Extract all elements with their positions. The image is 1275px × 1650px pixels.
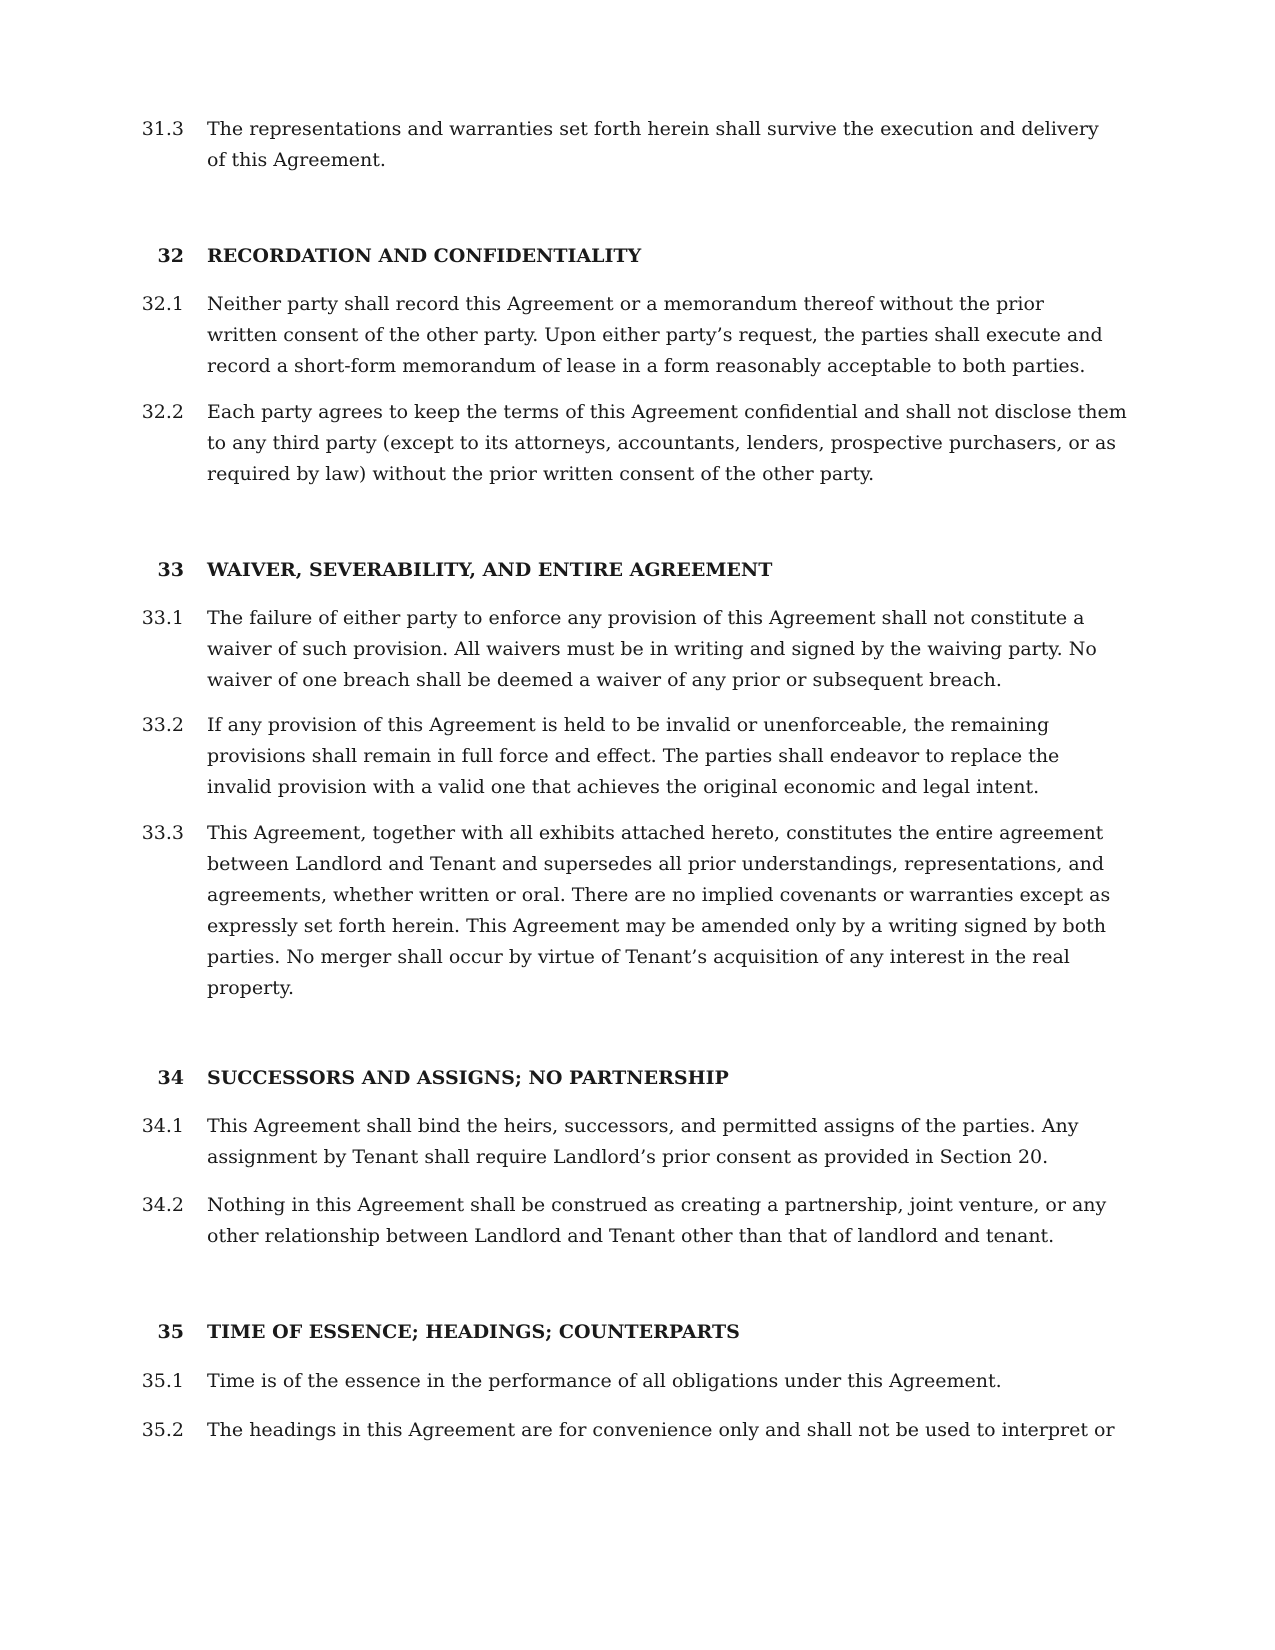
section-number: 33: [157, 559, 184, 581]
clause-number: 34.1: [141, 1115, 184, 1137]
clause-text: The headings in this Agreement are for convenience only and shall not be used to interpret or: [207, 1419, 1115, 1441]
clause-number: 33.2: [141, 714, 184, 736]
section-title: RECORDATION AND CONFIDENTIALITY: [207, 245, 642, 267]
clause-text: This Agreement shall bind the heirs, successors, and permitted assigns of the parties. Any assignment by Tenant shall require Landlord’s prior consent as provided in Section 20.: [207, 1115, 1079, 1168]
section-number: 34: [157, 1067, 184, 1089]
clause-text: Time is of the essence in the performance of all obligations under this Agreement.: [207, 1370, 1002, 1392]
clause-number: 35.2: [141, 1419, 184, 1441]
clause-number: 33.3: [141, 822, 184, 844]
section-number: 32: [157, 245, 184, 267]
section-title: SUCCESSORS AND ASSIGNS; NO PARTNERSHIP: [207, 1067, 729, 1089]
clause-number: 33.1: [141, 607, 184, 629]
clause-number: 32.2: [141, 401, 184, 423]
clause-text: Nothing in this Agreement shall be construed as creating a partnership, joint venture, or any other relationship between Landlord and Tenant other than that of landlord and tenant.: [207, 1194, 1107, 1247]
section-title: WAIVER, SEVERABILITY, AND ENTIRE AGREEMENT: [207, 559, 773, 581]
clause-text: Neither party shall record this Agreement or a memorandum thereof without the prior written consent of the other party. Upon either party’s request, the parties shall execute and record a short-form memorandum of lease in a form reasonably acceptable to both parties.: [207, 293, 1103, 377]
clause-number: 31.3: [141, 118, 184, 140]
clause-number: 35.1: [141, 1370, 184, 1392]
clause-text: The failure of either party to enforce any provision of this Agreement shall not constitute a waiver of such provision. All waivers must be in writing and signed by the waiving party. No waiver of one breach shall be deemed a waiver of any prior or subsequent breach.: [207, 607, 1097, 691]
clause-text: This Agreement, together with all exhibits attached hereto, constitutes the entire agreement between Landlord and Tenant and supersedes all prior understandings, representations, and agreements, whether written or oral. There are no implied covenants or warranties except as expressly set forth herein. This Agreement may be amended only by a writing signed by both parties. No merger shall occur by virtue of Tenant’s acquisition of any interest in the real property.: [207, 822, 1111, 999]
section-number: 35: [157, 1321, 184, 1343]
clause-number: 32.1: [141, 293, 184, 315]
clause-text: The representations and warranties set forth herein shall survive the execution and delivery of this Agreement.: [207, 118, 1099, 171]
section-title: TIME OF ESSENCE; HEADINGS; COUNTERPARTS: [207, 1321, 740, 1343]
clause-number: 34.2: [141, 1194, 184, 1216]
clause-text: Each party agrees to keep the terms of this Agreement confidential and shall not disclose them to any third party (except to its attorneys, accountants, lenders, prospective purchasers, or as required by law) without the prior written consent of the other party.: [207, 401, 1127, 485]
clause-text: If any provision of this Agreement is held to be invalid or unenforceable, the remaining provisions shall remain in full force and effect. The parties shall endeavor to replace the invalid provision with a valid one that achieves the original economic and legal intent.: [207, 714, 1060, 798]
